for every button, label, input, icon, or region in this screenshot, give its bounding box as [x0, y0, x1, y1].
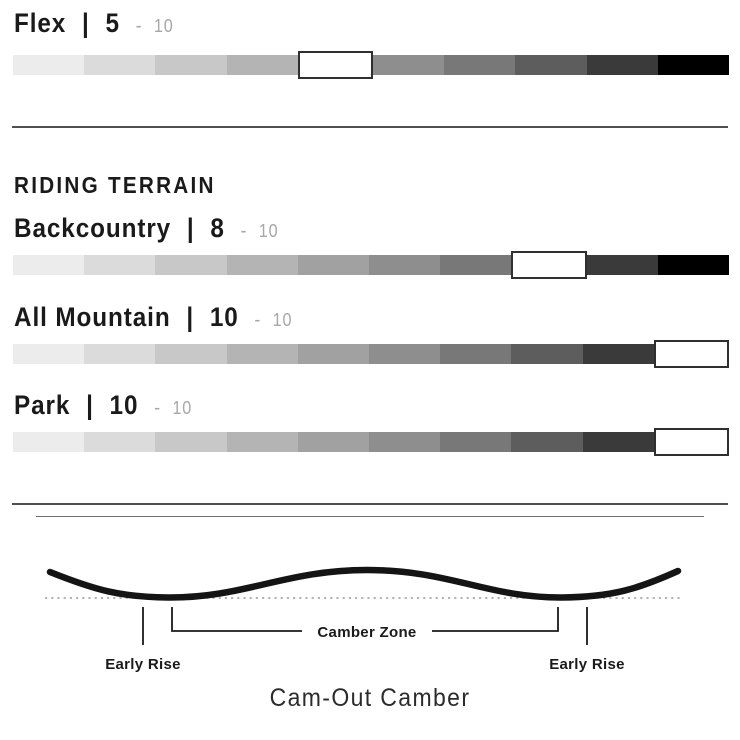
rating-highlight-segment-10 — [654, 340, 729, 368]
camber-zone-bracket-right — [432, 607, 558, 631]
rating-segment-5 — [298, 255, 369, 275]
rating-segment-1 — [13, 432, 84, 452]
park-label: Park — [14, 390, 71, 420]
rating-segment-7 — [440, 255, 511, 275]
all-mountain-label: All Mountain — [14, 302, 171, 332]
rating-segment-4 — [227, 344, 298, 364]
flex-rating-bar — [13, 55, 729, 75]
flex-label: Flex — [14, 8, 67, 38]
dash: - — [254, 309, 262, 331]
rating-segment-6 — [369, 255, 440, 275]
camber-zone-bracket-left — [172, 607, 302, 631]
rating-segment-8 — [515, 55, 586, 75]
rating-segment-9 — [583, 344, 654, 364]
rating-segment-2 — [84, 432, 155, 452]
rating-segment-9 — [587, 255, 658, 275]
backcountry-label: Backcountry — [14, 213, 172, 243]
rating-segment-3 — [155, 55, 226, 75]
rating-segment-4 — [227, 55, 298, 75]
rating-segment-5 — [298, 344, 369, 364]
scale-max: 10 — [272, 310, 293, 330]
backcountry-rating-bar — [13, 255, 729, 275]
dash: - — [135, 15, 143, 37]
rating-segment-1 — [13, 55, 84, 75]
dash: - — [154, 397, 162, 419]
backcountry-rating-title — [14, 213, 279, 246]
rating-segment-6 — [369, 344, 440, 364]
rating-segment-9 — [583, 432, 654, 452]
rating-segment-4 — [227, 432, 298, 452]
flex-rating-title — [14, 8, 174, 41]
rating-segment-4 — [227, 255, 298, 275]
scale-max: 10 — [258, 221, 279, 241]
park-rating-bar — [13, 432, 729, 452]
scale-max: 10 — [172, 398, 193, 418]
rating-segment-7 — [440, 344, 511, 364]
early-rise-label-left: Early Rise — [105, 656, 181, 673]
divider-thin — [36, 516, 704, 517]
rating-segment-9 — [587, 55, 658, 75]
rating-segment-10 — [658, 55, 729, 75]
rating-segment-2 — [84, 344, 155, 364]
park-rating-title — [14, 390, 192, 423]
rating-segment-6 — [369, 432, 440, 452]
rating-segment-7 — [440, 432, 511, 452]
rating-segment-3 — [155, 255, 226, 275]
backcountry-value: 8 — [210, 213, 225, 243]
rating-segment-1 — [13, 344, 84, 364]
flex-value: 5 — [105, 8, 120, 38]
divider — [12, 503, 728, 505]
rating-segment-7 — [444, 55, 515, 75]
all-mountain-rating-bar — [13, 344, 729, 364]
rating-highlight-segment-8 — [511, 251, 586, 279]
divider — [12, 126, 728, 128]
camber-curve — [50, 570, 678, 598]
rating-segment-3 — [155, 432, 226, 452]
rating-highlight-segment-10 — [654, 428, 729, 456]
separator: | — [186, 213, 195, 243]
all-mountain-rating-title — [14, 302, 292, 335]
rating-segment-2 — [84, 55, 155, 75]
separator: | — [86, 390, 94, 420]
park-value: 10 — [109, 390, 139, 420]
early-rise-label-right: Early Rise — [549, 656, 625, 673]
all-mountain-value: 10 — [209, 302, 239, 332]
riding-terrain-heading: RIDING TERRAIN — [14, 172, 216, 198]
rating-segment-10 — [658, 255, 729, 275]
camber-profile-diagram — [0, 540, 740, 690]
rating-segment-1 — [13, 255, 84, 275]
rating-segment-6 — [373, 55, 444, 75]
rating-segment-8 — [511, 344, 582, 364]
rating-segment-3 — [155, 344, 226, 364]
separator: | — [186, 302, 195, 332]
rating-segment-5 — [298, 432, 369, 452]
separator: | — [81, 8, 90, 38]
dash: - — [240, 220, 248, 242]
camber-zone-label: Camber Zone — [317, 624, 417, 641]
rating-segment-8 — [511, 432, 582, 452]
rating-highlight-segment-5 — [298, 51, 373, 79]
scale-max: 10 — [153, 16, 174, 36]
camber-profile-name: Cam-Out Camber — [269, 684, 471, 712]
rating-segment-2 — [84, 255, 155, 275]
